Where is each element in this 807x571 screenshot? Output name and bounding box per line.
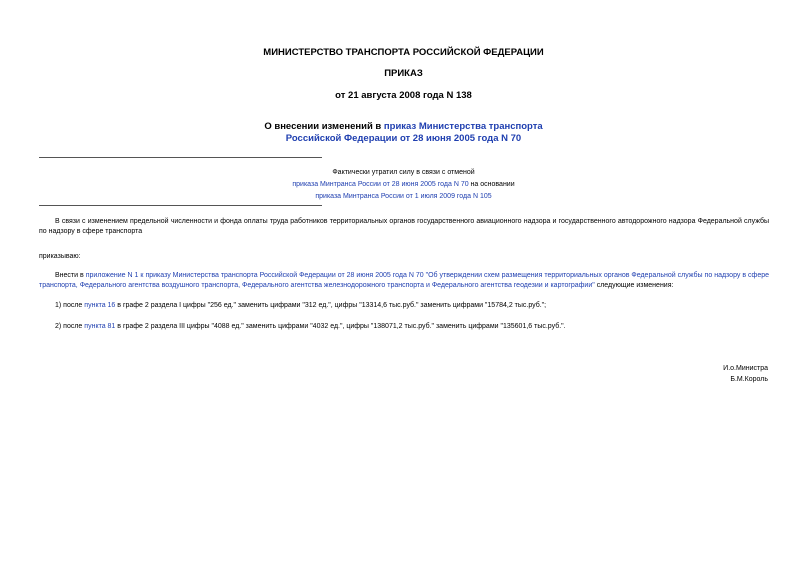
item2-text: в графе 2 раздела III цифры "4088 ед." заменить цифрами "4032 ед.", цифры "138071,2 тыс.руб." заменить цифрами "135601,6 тыс.руб.". <box>115 323 566 330</box>
amend-suffix: следующие изменения: <box>594 281 674 289</box>
signature-block <box>723 363 768 385</box>
title-prefix: О внесении изменений в <box>264 121 384 132</box>
title-link-order-date[interactable]: Российской Федерации от 28 июня 2005 года N 70 <box>285 133 522 144</box>
item1-prefix: 1) после <box>55 302 85 309</box>
signature-name: Б.М.Король <box>730 376 768 383</box>
document-type: ПРИКАЗ <box>384 68 423 79</box>
status-note-line2 <box>0 179 807 191</box>
status-note-line3 <box>0 191 807 203</box>
item2-prefix: 2) после <box>55 323 85 330</box>
status-note-suffix: на основании <box>468 181 515 188</box>
status-note-line1: Фактически утратил силу в связи с отменой <box>332 169 475 176</box>
item2-link-point[interactable]: пункта 81 <box>84 323 116 330</box>
item1-link-point[interactable]: пункта 16 <box>84 302 116 309</box>
paragraph-amend <box>39 271 769 290</box>
item1-text: в графе 2 раздела I цифры "256 ед." заменить цифрами "312 ед.", цифры "13314,6 тыс.руб." заменить цифрами "15784,2 тыс.руб."; <box>115 302 547 309</box>
document-title <box>0 121 807 145</box>
ministry-heading: МИНИСТЕРСТВО ТРАНСПОРТА РОССИЙСКОЙ ФЕДЕРАЦИИ <box>263 47 544 58</box>
title-link-order[interactable]: приказ Министерства транспорта <box>383 121 543 132</box>
amend-item-1 <box>39 301 769 311</box>
amend-link-appendix[interactable]: приложение N 1 к приказу Министерства транспорта Российской Федерации от 28 июня 2005 года N 70 "Об утверждении схем размещения территориальных органов Федеральной службы по надзору в сфере транспорта, Федерального агентства воздушного транспорта, Федерального агентства железнодорожного транспорта и Федерального агентства геодезии и картографии" <box>39 272 770 289</box>
status-note <box>0 167 807 203</box>
status-note-link-cancel[interactable]: приказа Минтранса России от 28 июня 2005 года N 70 <box>292 181 469 188</box>
paragraph-order: приказываю: <box>39 253 81 260</box>
separator-after-note <box>39 205 322 206</box>
amend-prefix: Внести в <box>55 272 86 279</box>
paragraph-preamble: В связи с изменением предельной численности и фонда оплаты труда работников территориальных органов государственного авиационного надзора и государственного автодорожного надзора Федеральной службы по надзору в сфере транспорта <box>39 218 769 235</box>
amend-item-2 <box>39 322 769 332</box>
separator-short <box>39 157 322 158</box>
signature-position: И.о.Министра <box>723 365 768 372</box>
status-note-link-basis[interactable]: приказа Минтранса России от 1 июля 2009 года N 105 <box>315 193 492 200</box>
document-date-number: от 21 августа 2008 года N 138 <box>335 90 472 101</box>
